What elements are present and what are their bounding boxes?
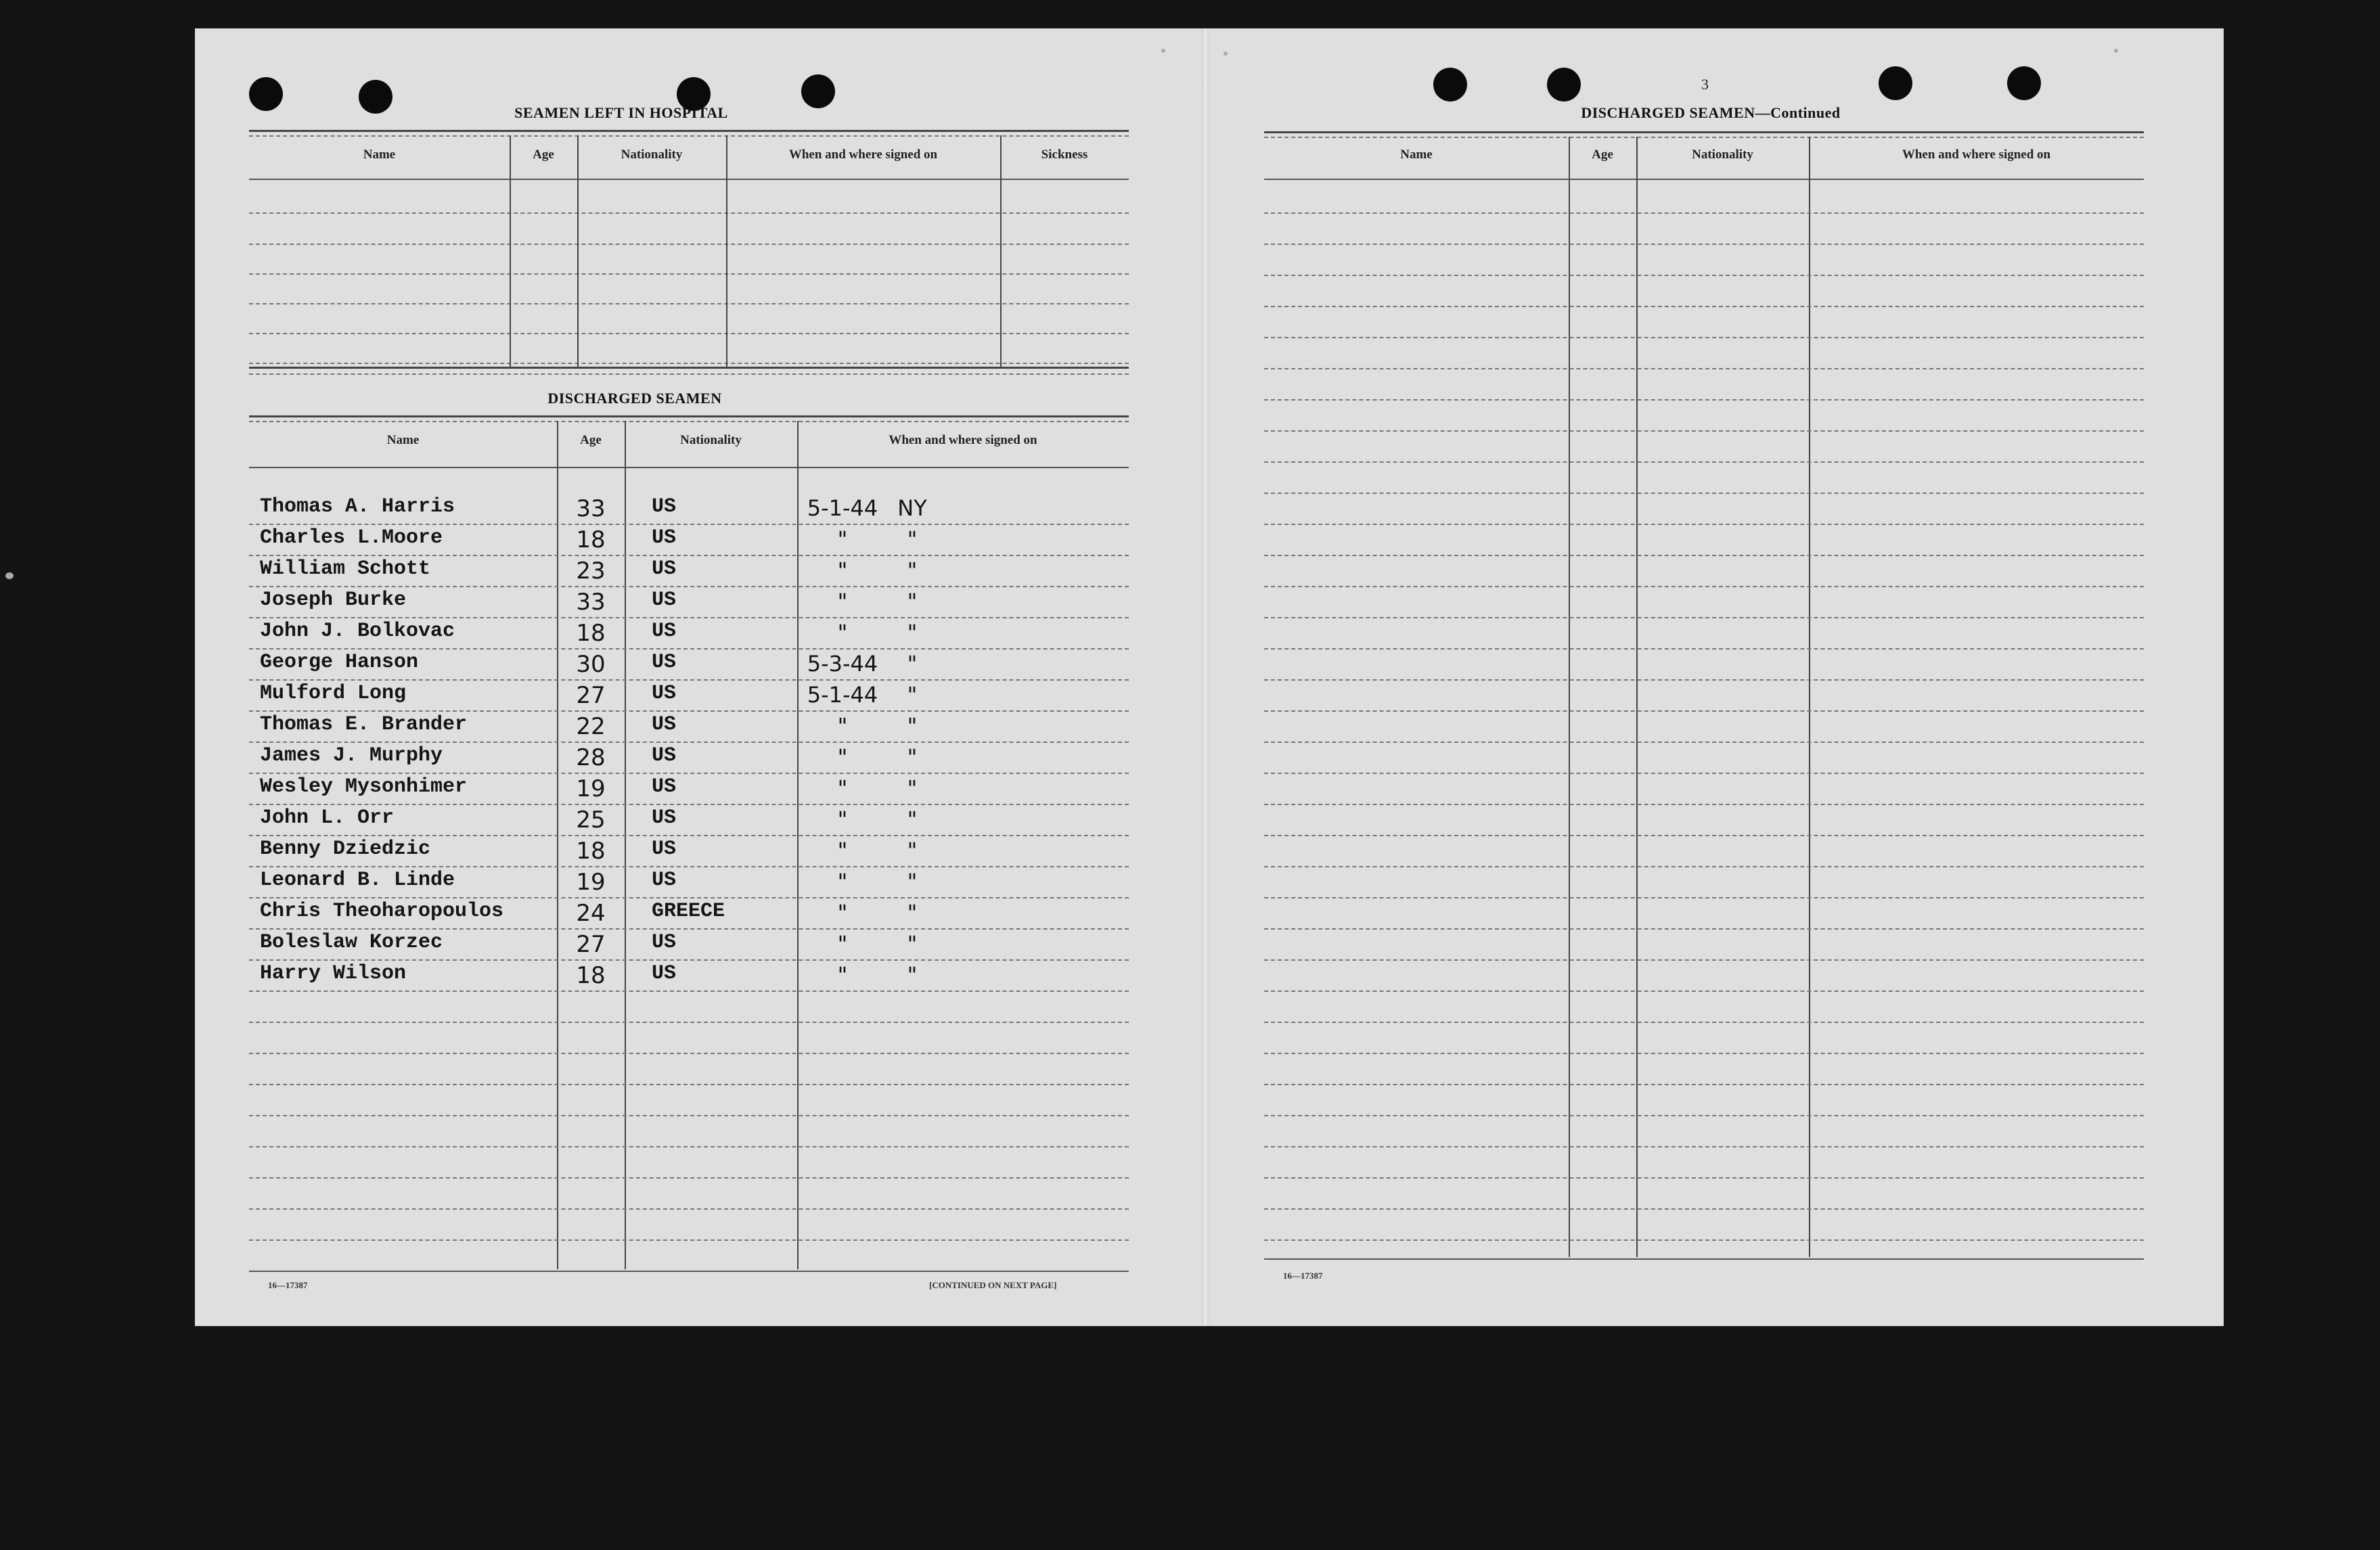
signed-on-place: " — [907, 900, 918, 926]
signed-on-date: " — [837, 869, 848, 894]
row-line — [1264, 1022, 2144, 1023]
signed-on-date: " — [837, 775, 848, 801]
hospital-header-rule — [249, 179, 1129, 180]
hospital-col-divider — [510, 135, 511, 367]
right-header-rule — [1264, 179, 2144, 180]
seaman-name: Harry Wilson — [260, 962, 407, 985]
discharged-header-when-where: When and where signed on — [889, 433, 1037, 447]
seaman-nationality: US — [652, 744, 677, 767]
row-line — [249, 742, 1129, 743]
row-line — [249, 959, 1129, 961]
row-line — [1264, 897, 2144, 898]
hospital-line — [249, 303, 1129, 304]
right-header-nationality: Nationality — [1692, 147, 1753, 162]
seaman-name: Mulford Long — [260, 682, 407, 705]
seaman-nationality: US — [652, 589, 677, 612]
signed-on-date: " — [837, 806, 848, 832]
signed-on-place: " — [907, 806, 918, 832]
right-col-divider — [1809, 137, 1810, 1257]
seaman-age: 27 — [576, 682, 606, 709]
row-line — [1264, 679, 2144, 681]
discharged-top-rule — [249, 415, 1129, 417]
signed-on-place: NY — [897, 495, 927, 521]
signed-on-date: " — [837, 931, 848, 957]
row-line — [249, 1239, 1129, 1241]
hospital-header-name: Name — [363, 147, 396, 162]
right-top-rule — [1264, 131, 2144, 133]
signed-on-date: 5-3-44 — [807, 651, 878, 677]
discharged-top-rule-2 — [249, 421, 1129, 422]
signed-on-date: " — [837, 589, 848, 614]
seaman-nationality: US — [652, 962, 677, 985]
seaman-nationality: US — [652, 806, 677, 829]
row-line — [1264, 212, 2144, 214]
scan-speck — [2114, 49, 2118, 53]
seaman-name: Benny Dziedzic — [260, 838, 431, 861]
row-line — [1264, 648, 2144, 649]
row-line — [1264, 710, 2144, 712]
row-line — [1264, 1053, 2144, 1054]
hospital-header-sickness: Sickness — [1041, 147, 1088, 162]
signed-on-date: " — [837, 838, 848, 863]
seaman-name: John L. Orr — [260, 806, 395, 829]
row-line — [1264, 804, 2144, 805]
seaman-age: 23 — [576, 557, 606, 585]
signed-on-place: " — [907, 775, 918, 801]
row-line — [249, 555, 1129, 556]
row-line — [249, 1146, 1129, 1147]
seaman-age: 22 — [576, 713, 606, 740]
row-line — [1264, 990, 2144, 992]
seaman-name: Thomas A. Harris — [260, 495, 455, 518]
seaman-nationality: US — [652, 557, 677, 580]
row-line — [249, 586, 1129, 587]
row-line — [1264, 928, 2144, 930]
row-line — [1264, 1239, 2144, 1241]
punch-hole — [249, 77, 283, 111]
seaman-age: 33 — [576, 589, 606, 616]
signed-on-place: " — [907, 962, 918, 988]
seaman-age: 18 — [576, 838, 606, 865]
row-line — [249, 866, 1129, 867]
row-line — [249, 1115, 1129, 1116]
row-line — [1264, 835, 2144, 836]
row-line — [1264, 337, 2144, 338]
seaman-name: Boleslaw Korzec — [260, 931, 443, 954]
signed-on-place: " — [907, 557, 918, 583]
hospital-line — [249, 363, 1129, 364]
row-line — [1264, 399, 2144, 401]
row-line — [249, 897, 1129, 898]
continued-title: DISCHARGED SEAMEN—Continued — [1581, 104, 1841, 121]
document-sheet — [195, 28, 2224, 1326]
hospital-line — [249, 333, 1129, 334]
signed-on-place: " — [907, 526, 918, 552]
row-line — [249, 1208, 1129, 1210]
row-line — [249, 990, 1129, 992]
signed-on-place: " — [907, 682, 918, 708]
hospital-header-nationality: Nationality — [621, 147, 683, 162]
seaman-nationality: US — [652, 651, 677, 674]
seaman-name: Charles L.Moore — [260, 526, 443, 549]
signed-on-place: " — [907, 838, 918, 863]
seaman-nationality: US — [652, 495, 677, 518]
hospital-top-rule-2 — [249, 135, 1129, 137]
seaman-nationality: GREECE — [652, 900, 725, 923]
seaman-nationality: US — [652, 931, 677, 954]
continued-note: [CONTINUED ON NEXT PAGE] — [929, 1280, 1057, 1290]
seaman-name: Wesley Mysonhimer — [260, 775, 468, 798]
row-line — [1264, 866, 2144, 867]
row-line — [1264, 493, 2144, 494]
hospital-header-when-where: When and where signed on — [788, 147, 938, 162]
scan-speck — [1223, 51, 1228, 55]
seaman-nationality: US — [652, 682, 677, 705]
seaman-age: 18 — [576, 962, 606, 989]
hospital-bottom-rule — [249, 367, 1129, 369]
row-line — [249, 804, 1129, 805]
signed-on-place: " — [907, 713, 918, 739]
punch-hole — [1547, 68, 1581, 101]
seaman-age: 33 — [576, 495, 606, 522]
right-top-rule-2 — [1264, 137, 2144, 138]
hospital-line — [249, 212, 1129, 214]
hospital-title: SEAMEN LEFT IN HOSPITAL — [514, 104, 728, 121]
row-line — [249, 835, 1129, 836]
seaman-name: Chris Theoharopoulos — [260, 900, 504, 923]
seaman-name: Joseph Burke — [260, 589, 407, 612]
seaman-name: Thomas E. Brander — [260, 713, 468, 736]
hospital-col-divider — [1000, 135, 1002, 367]
row-line — [1264, 742, 2144, 743]
seaman-nationality: US — [652, 620, 677, 643]
seaman-name: William Schott — [260, 557, 431, 580]
signed-on-date: " — [837, 962, 848, 988]
seaman-name: John J. Bolkovac — [260, 620, 455, 643]
row-line — [1264, 524, 2144, 525]
signed-on-date: 5-1-44 — [807, 495, 878, 521]
signed-on-place: " — [907, 931, 918, 957]
row-line — [249, 617, 1129, 618]
row-line — [1264, 430, 2144, 432]
right-header-when-where: When and where signed on — [1902, 147, 2051, 162]
row-line — [249, 773, 1129, 774]
punch-hole — [801, 74, 835, 108]
scan-speck — [1161, 49, 1165, 53]
row-line — [1264, 1146, 2144, 1147]
signed-on-date: " — [837, 557, 848, 583]
signed-on-date: 5-1-44 — [807, 682, 878, 708]
hospital-bottom-rule-2 — [249, 373, 1129, 375]
right-col-divider — [1636, 137, 1638, 1257]
seaman-age: 19 — [576, 869, 606, 896]
seaman-age: 30 — [576, 651, 606, 678]
row-line — [1264, 368, 2144, 369]
seaman-nationality: US — [652, 526, 677, 549]
hospital-top-rule — [249, 130, 1129, 132]
row-line — [1264, 773, 2144, 774]
page-number: 3 — [1701, 76, 1709, 93]
punch-hole — [359, 80, 392, 114]
hospital-header-age: Age — [533, 147, 554, 162]
scan-speck — [5, 572, 14, 579]
signed-on-date: " — [837, 713, 848, 739]
form-number: 16—17387 — [268, 1280, 308, 1290]
right-form-number: 16—17387 — [1283, 1271, 1323, 1281]
signed-on-place: " — [907, 589, 918, 614]
seaman-nationality: US — [652, 869, 677, 892]
signed-on-place: " — [907, 744, 918, 770]
seaman-name: Leonard B. Linde — [260, 869, 455, 892]
row-line — [1264, 1115, 2144, 1116]
seaman-age: 19 — [576, 775, 606, 802]
row-line — [1264, 1084, 2144, 1085]
seaman-nationality: US — [652, 838, 677, 861]
seaman-age: 27 — [576, 931, 606, 958]
row-line — [249, 1022, 1129, 1023]
row-line — [1264, 959, 2144, 961]
row-line — [249, 524, 1129, 525]
right-col-divider — [1569, 137, 1570, 1257]
row-line — [249, 679, 1129, 681]
signed-on-place: " — [907, 620, 918, 645]
right-header-name: Name — [1400, 147, 1433, 162]
signed-on-date: " — [837, 744, 848, 770]
row-line — [249, 1177, 1129, 1179]
signed-on-date: " — [837, 900, 848, 926]
row-line — [249, 710, 1129, 712]
discharged-title: DISCHARGED SEAMEN — [547, 390, 722, 407]
row-line — [249, 1084, 1129, 1085]
hospital-line — [249, 273, 1129, 275]
row-line — [249, 648, 1129, 649]
signed-on-date: " — [837, 526, 848, 552]
row-line — [1264, 1177, 2144, 1179]
signed-on-place: " — [907, 651, 918, 677]
discharged-bottom-rule — [249, 1271, 1129, 1272]
hospital-line — [249, 244, 1129, 245]
row-line — [1264, 461, 2144, 463]
signed-on-place: " — [907, 869, 918, 894]
discharged-col-divider — [797, 421, 799, 1269]
seaman-name: James J. Murphy — [260, 744, 443, 767]
right-bottom-rule — [1264, 1258, 2144, 1260]
row-line — [249, 1053, 1129, 1054]
discharged-header-age: Age — [580, 433, 602, 447]
seaman-age: 25 — [576, 806, 606, 834]
row-line — [1264, 586, 2144, 587]
seaman-name: George Hanson — [260, 651, 419, 674]
row-line — [1264, 244, 2144, 245]
discharged-header-nationality: Nationality — [680, 433, 742, 447]
page-fold — [1202, 28, 1209, 1326]
row-line — [1264, 555, 2144, 556]
seaman-nationality: US — [652, 713, 677, 736]
seaman-age: 28 — [576, 744, 606, 771]
seaman-age: 18 — [576, 526, 606, 553]
seaman-nationality: US — [652, 775, 677, 798]
row-line — [1264, 1208, 2144, 1210]
seaman-age: 18 — [576, 620, 606, 647]
discharged-header-rule — [249, 467, 1129, 468]
hospital-col-divider — [577, 135, 579, 367]
row-line — [249, 928, 1129, 930]
right-header-age: Age — [1592, 147, 1613, 162]
punch-hole — [1879, 66, 1912, 100]
row-line — [1264, 275, 2144, 276]
row-line — [1264, 617, 2144, 618]
row-line — [1264, 306, 2144, 307]
discharged-col-divider — [625, 421, 626, 1269]
discharged-header-name: Name — [386, 433, 420, 447]
hospital-col-divider — [726, 135, 727, 367]
punch-hole — [1433, 68, 1467, 101]
seaman-age: 24 — [576, 900, 606, 927]
signed-on-date: " — [837, 620, 848, 645]
punch-hole — [2007, 66, 2041, 100]
